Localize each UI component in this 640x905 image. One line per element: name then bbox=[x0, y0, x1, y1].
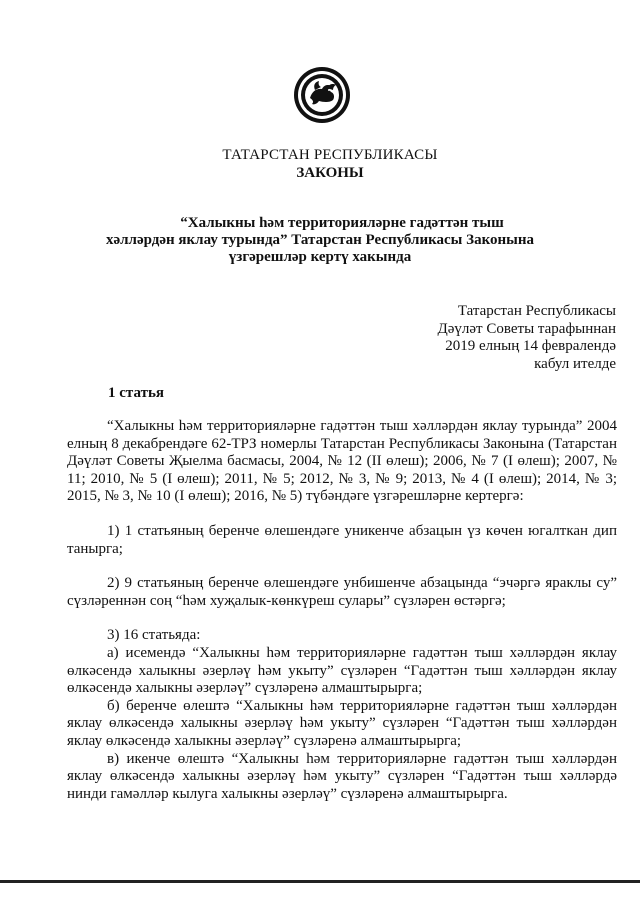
article-paragraph: б) беренче өлештә “Халыкны һәм территорияләрне гадәттән тыш хәлләрдән яклау өлкәсендә халыкны әзерләү һәм укыту” сүзләрен “Гадәттән тыш хәлләрдән яклау өлкәсендә халыкны әзерләү” сүзләренә алмаштырырга; bbox=[67, 697, 617, 749]
article-heading: 1 статья bbox=[108, 385, 164, 401]
article-paragraph: 1) 1 статьяның беренче өлешендәге уникенче абзацын үз көчен югалткан дип танырга; bbox=[67, 522, 617, 557]
adoption-line: Дәүләт Советы тарафыннан bbox=[437, 320, 616, 337]
article-body bbox=[67, 418, 617, 803]
title-line: үзгәрешләр кертү хакында bbox=[228, 249, 412, 265]
article-paragraph: “Халыкны һәм территорияләрне гадәттән тыш хәлләрдән яклау турында” 2004 елның 8 декабрендәге 62-ТРЗ номерлы Татарстан Республикасы Законына (Татарстан Дәүләт Советы Җыелма басмасы, 2004, № 12 (II өлеш); 2006, № 7 (I өлеш); 2007, № 11; 2010, № 5 (I өлеш); 2011, № 5; 2012, № 3, № 9; 2013, № 4 (I өлеш); 2014, № 3; 2015, № 3, № 10 (I өлеш); 2016, № 5) түбәндәге үзгәрешләрне кертергә: bbox=[67, 418, 617, 505]
article-paragraph: а) исемендә “Халыкны һәм территорияләрне гадәттән тыш хәлләрдән яклау өлкәсендә халыкны әзерләү һәм укыту” сүзләрен “Гадәттән тыш хәлләрдән яклау өлкәсендә халыкны әзерләү” сүзләренә алмаштырырга; bbox=[67, 644, 617, 697]
coat-of-arms-emblem bbox=[293, 66, 351, 124]
page-bottom-edge bbox=[0, 880, 640, 883]
article-paragraph: 3) 16 статьяда: bbox=[107, 627, 201, 644]
adoption-line: кабул ителде bbox=[534, 355, 616, 372]
title-line: “Халыкны һәм территорияләрне гадәттән тыш bbox=[180, 215, 504, 231]
article-paragraph: 2) 9 статьяның беренче өлешендәге унбишенче абзацында “эчәргә яраклы су” сүзләреннән соң “һәм хуҗалык-көнкүреш сулары” сүзләрен өстәргә; bbox=[67, 575, 617, 609]
adoption-line: Татарстан Республикасы bbox=[457, 303, 616, 319]
law-header: ЗАКОНЫ bbox=[296, 165, 364, 181]
adoption-note bbox=[438, 303, 616, 373]
adoption-line: 2019 елның 14 февралендә bbox=[445, 338, 616, 354]
title-line: хәлләрдән яклау турында” Татарстан Республикасы Законына bbox=[105, 232, 535, 248]
article-paragraph: в) икенче өлештә “Халыкны һәм территорияләрне гадәттән тыш хәлләрдән яклау өлкәсендә халыкны әзерләү һәм укыту” сүзләрен “Гадәттән тыш хәлләрдә нинди гамәлләр кылуга халыкны әзерләү” сүзләренә алмаштырырга. bbox=[67, 750, 617, 802]
republic-header: ТАТАРСТАН РЕСПУБЛИКАСЫ bbox=[222, 147, 438, 163]
law-title bbox=[0, 215, 640, 266]
